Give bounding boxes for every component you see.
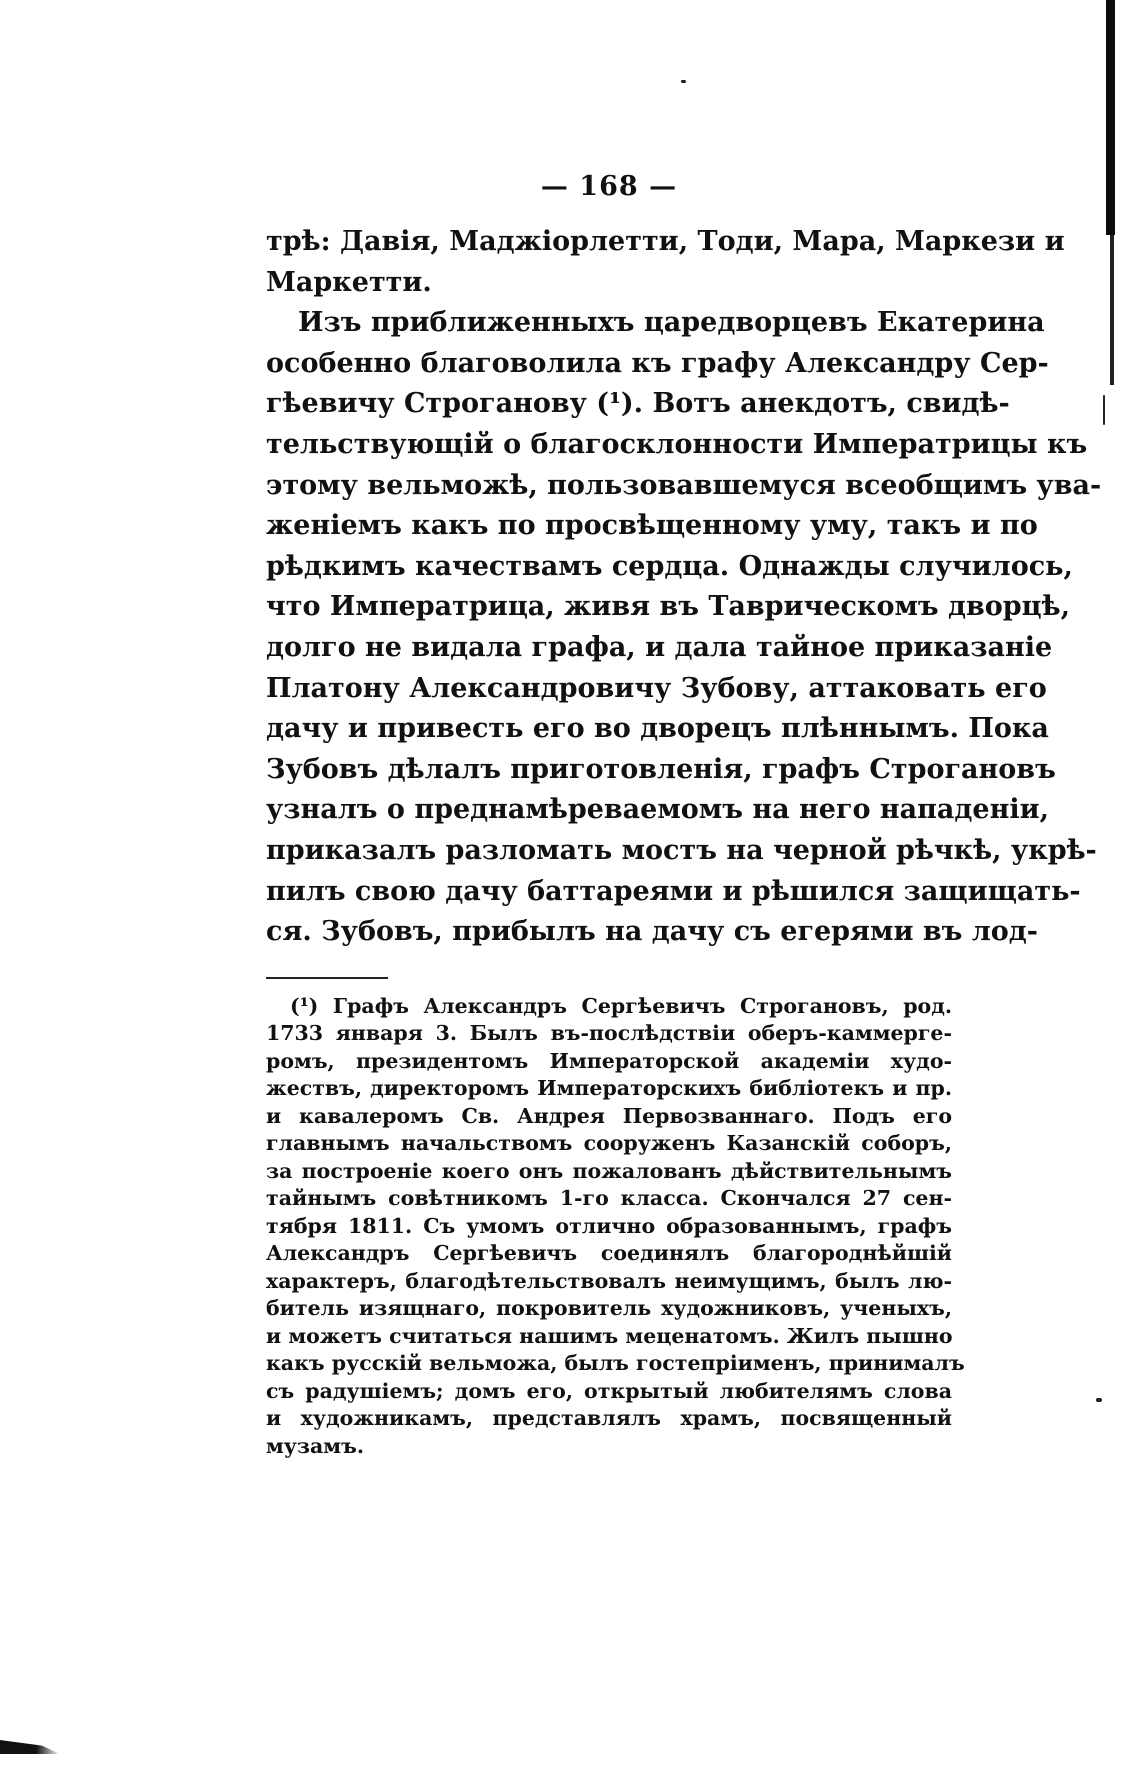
footnote-line: 1733 января 3. Былъ въ-послѣдствіи оберъ-каммерге- — [266, 1021, 952, 1046]
text-line: Изъ приближенныхъ царедворцевъ Екатерина — [298, 307, 1045, 339]
scan-edge-mark — [1106, 0, 1115, 235]
footnote-line: Александръ Сергѣевичъ соединялъ благороднѣйшій — [266, 1241, 952, 1266]
text-line: гѣевичу Строганову (¹). Вотъ анекдотъ, свидѣ- — [266, 388, 1010, 420]
footnote-line: тября 1811. Съ умомъ отлично образованнымъ, графъ — [266, 1213, 952, 1238]
text-line: Зубовъ дѣлалъ приготовленія, графъ Строгановъ — [266, 753, 1056, 785]
scan-speck — [1096, 1398, 1102, 1402]
text-line: особенно благоволила къ графу Александру Сер- — [266, 347, 1049, 379]
footnote-line: и кавалеромъ Св. Андрея Первозваннаго. Подъ его — [266, 1103, 952, 1128]
main-text — [266, 222, 1102, 953]
footnote-line: и можетъ считаться нашимъ меценатомъ. Жилъ пышно — [266, 1323, 953, 1348]
text-line: Маркетти. — [266, 266, 432, 298]
page-number: — 168 — — [540, 171, 678, 202]
text-line: рѣдкимъ качествамъ сердца. Однажды случилось, — [266, 550, 1073, 582]
footnote-separator — [266, 977, 388, 979]
footnote-line: битель изящнаго, покровитель художниковъ, ученыхъ, — [266, 1296, 952, 1321]
scan-edge-mark — [1110, 235, 1114, 385]
scan-speck — [1103, 395, 1105, 425]
text-line: узналъ о преднамѣреваемомъ на него нападеніи, — [266, 794, 1050, 826]
text-line: трѣ: Давія, Маджіорлетти, Тоди, Мара, Маркези и — [266, 226, 1065, 257]
text-line: женіемъ какъ по просвѣщенному уму, такъ и по — [266, 510, 1038, 542]
footnote — [266, 993, 965, 1461]
book-page — [266, 170, 1102, 1460]
text-line: этому вельможѣ, пользовавшемуся всеобщимъ ува- — [266, 469, 1102, 501]
text-line: Платону Александровичу Зубову, аттаковать его — [266, 672, 1047, 704]
footnote-line: за построеніе коего онъ пожалованъ дѣйствительнымъ — [266, 1158, 952, 1183]
footnote-line: ромъ, президентомъ Императорской академіи худо- — [266, 1048, 952, 1073]
text-line: тельствующій о благосклонности Императрицы къ — [266, 428, 1088, 460]
scan-corner-mark — [0, 1740, 60, 1754]
scan-speck — [681, 80, 686, 83]
footnote-line: тайнымъ совѣтникомъ 1-го класса. Скончался 27 сен- — [266, 1186, 952, 1211]
text-line: приказалъ разломать мостъ на черной рѣчкѣ, укрѣ- — [266, 834, 1097, 866]
footnote-line: характеръ, благодѣтельствовалъ неимущимъ, былъ лю- — [266, 1268, 952, 1293]
text-line: дачу и привесть его во дворецъ плѣннымъ. Пока — [266, 713, 1049, 745]
text-line: что Императрица, живя въ Таврическомъ дворцѣ, — [266, 591, 1071, 623]
text-line: ся. Зубовъ, прибылъ на дачу съ егерями въ лод- — [266, 916, 1038, 948]
footnote-line: жествъ, директоромъ Императорскихъ библіотекъ и пр. — [266, 1076, 952, 1101]
footnote-line: (¹) Графъ Александръ Сергѣевичъ Строгановъ, род. — [290, 993, 952, 1018]
footnote-line: главнымъ начальствомъ сооруженъ Казанскій соборъ, — [266, 1131, 952, 1156]
footnote-line: какъ русскій вельможа, былъ гостепріименъ, принималъ — [266, 1351, 965, 1376]
text-line: долго не видала графа, и дала тайное приказаніе — [266, 631, 1053, 663]
footnote-line: и художникамъ, представлялъ храмъ, посвященный — [266, 1406, 952, 1431]
footnote-line: съ радушіемъ; домъ его, открытый любителямъ слова — [266, 1378, 952, 1403]
text-line: пилъ свою дачу баттареями и рѣшился защищать- — [266, 875, 1081, 907]
footnote-line: музамъ. — [266, 1433, 364, 1458]
